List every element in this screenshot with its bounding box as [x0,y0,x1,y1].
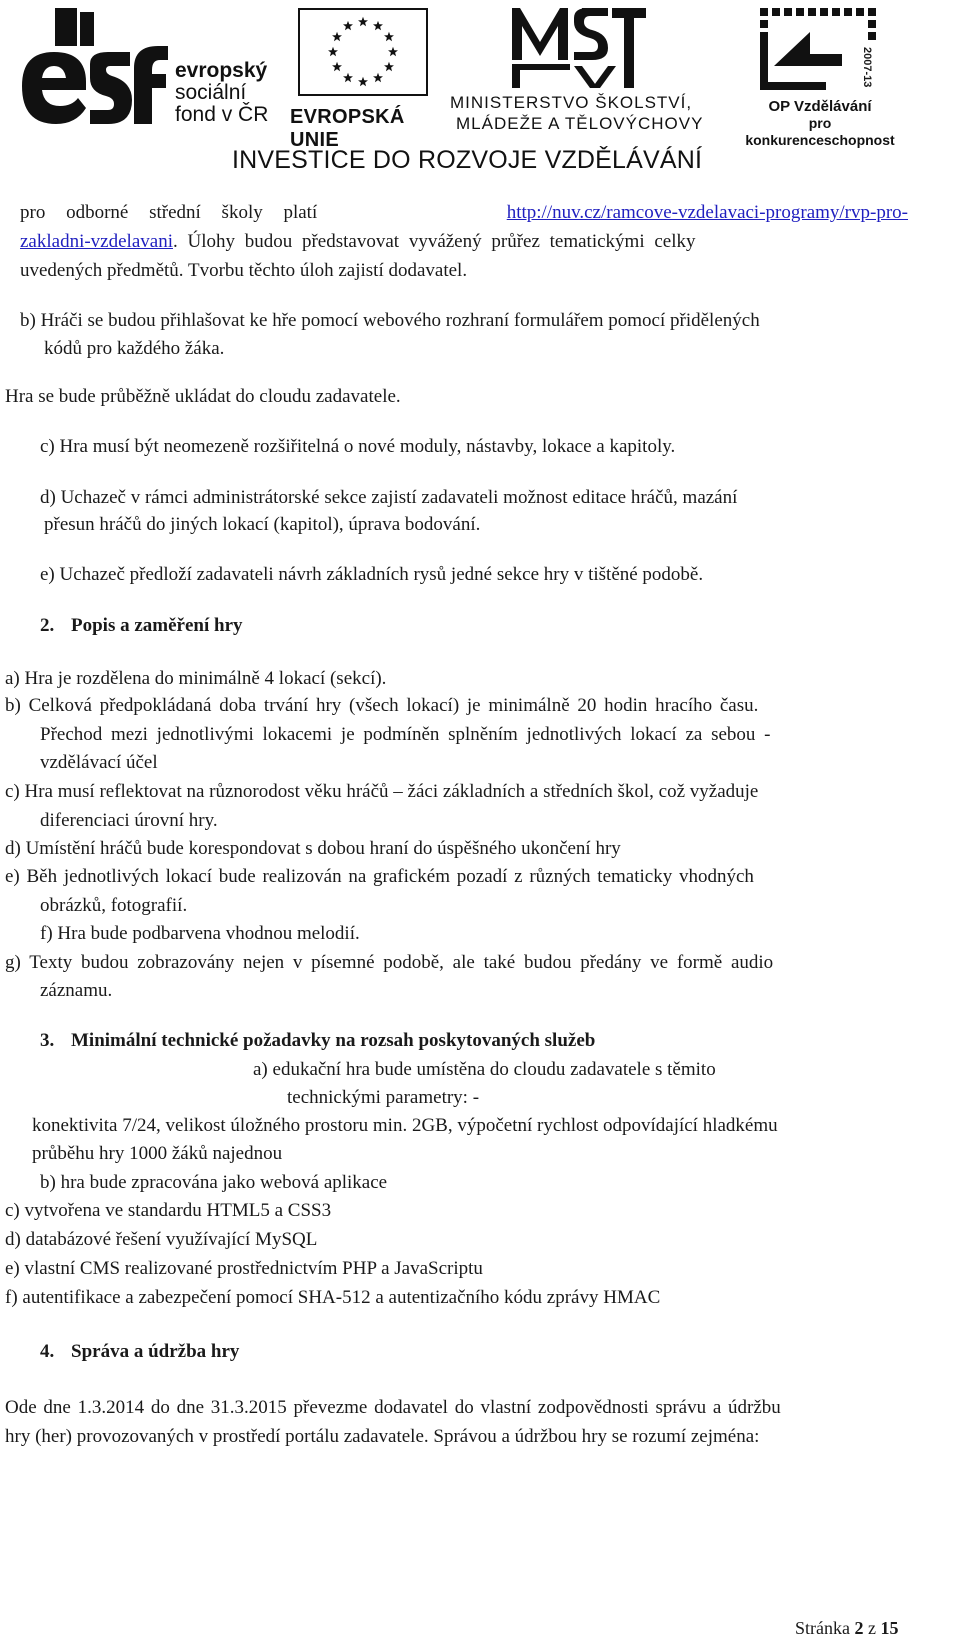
section-4-heading [40,1338,239,1366]
msmt-text-line1: MINISTERSTVO ŠKOLSTVÍ, [450,93,693,112]
intro-line-2 [20,228,908,256]
section-2-number: 2. [40,615,55,636]
item-2d: d) Umístění hráčů bude korespondovat s dobou hraní do úspěšného ukončení hry [5,838,621,859]
page-number-current: 2 [854,1618,864,1638]
cloud-note: Hra se bude průběžně ukládat do cloudu zadavatele. [5,386,401,407]
msmt-text [450,92,703,134]
item-3e: e) vlastní CMS realizované prostřednictvím PHP a JavaScriptu [5,1258,483,1279]
item-2c-line-1: c) Hra musí reflektovat na různorodost věku hráčů – žáci základních a středních škol, což vyžaduje [5,781,759,802]
item-2b-line-2: Přechod mezi jednotlivými lokacemi je podmíněn splněním jednotlivých lokací za sebou - [40,724,771,745]
investment-banner: INVESTICE DO ROZVOJE VZDĚLÁVÁNÍ [232,146,703,174]
section-4-title: Správa a údržba hry [71,1341,240,1362]
eu-label: EVROPSKÁ UNIE [290,106,405,151]
intro-line-3: uvedených předmětů. Tvorbu těchto úloh zajistí dodavatel. [20,260,468,281]
section-4-paragraph-line-1: Ode dne 1.3.2014 do dne 31.3.2015 převezme dodavatel do vlastní zodpovědnosti správu a údržbu [5,1397,781,1418]
section-4-paragraph-line-2: hry (her) provozovaných v prostředí portálu zadavatele. Správou a údržbou hry se rozumí zejména: [5,1426,760,1447]
op-year: 2007-13 [861,47,873,88]
item-2g-line-2: záznamu. [40,980,113,1001]
item-2g-line-1: g) Texty budou zobrazovány nejen v písemné podobě, ale také budou předány ve formě audio [5,952,774,973]
page-number-prefix: Stránka [795,1618,855,1638]
op-text-line2: pro konkurenceschopnost [745,115,895,148]
msmt-text-line2: MLÁDEŽE A TĚLOVÝCHOVY [456,114,704,133]
esf-logo [20,8,280,128]
section-4-number: 4. [40,1341,55,1362]
item-3b: b) hra bude zpracována jako webová aplikace [40,1172,388,1193]
item-3c: c) vytvořena ve standardu HTML5 a CSS3 [5,1200,332,1221]
connectivity-line-2: průběhu hry 1000 žáků najednou [32,1143,283,1164]
intro-line-2-text: . Úlohy budou představovat vyvážený průřez tematickými celky [172,231,696,252]
item-3a-line-1: a) edukační hra bude umístěna do cloudu zadavatele s těmito [253,1059,716,1080]
section-2-title: Popis a zaměření hry [71,615,243,636]
page-number [795,1618,898,1639]
eu-flag-icon [298,8,428,96]
item-2e-line-1: e) Běh jednotlivých lokací bude realizován na grafickém pozadí z různých tematicky vhodných [5,866,754,887]
msmt-logo-mark [512,4,652,94]
item-1c: c) Hra musí být neomezeně rozšiřitelná o nové moduly, nástavby, lokace a kapitoly. [40,436,676,457]
item-2c-line-2: diferenciaci úrovní hry. [40,810,218,831]
section-3-title: Minimální technické požadavky na rozsah poskytovaných služeb [71,1030,596,1051]
esf-text-line1: evropský [175,59,268,82]
item-1e: e) Uchazeč předloží zadavateli návrh základních rysů jedné sekce hry v tištěné podobě. [40,564,704,585]
rvp-link-part-2[interactable]: zakladni-vzdelavani [20,231,173,252]
page-number-total: 15 [880,1618,899,1638]
page-number-separator: z [863,1618,881,1638]
section-2-heading [40,612,243,640]
item-2b-line-1: b) Celková předpokládaná doba trvání hry (všech lokací) je minimálně 20 hodin hracího času. [5,695,759,716]
op-vzdelavani-logo [740,2,920,148]
item-1d-line-1: d) Uchazeč v rámci administrátorské sekce zajistí zadavateli možnost editace hráčů, mazání [40,487,738,508]
item-3a-line-2: technickými parametry: - [287,1087,480,1108]
item-1b-line-2: kódů pro každého žáka. [44,338,225,359]
intro-line-1-text: pro odborné střední školy platí [20,202,318,223]
item-1d-line-2: přesun hráčů do jiných lokací (kapitol), úprava bodování. [44,514,481,535]
item-2b-line-3: vzdělávací účel [40,752,158,773]
item-2f: f) Hra bude podbarvena vhodnou melodií. [40,923,360,944]
op-text-line1: OP Vzdělávání [768,98,872,115]
intro-line-1 [20,199,908,227]
op-text [740,98,900,149]
esf-logo-mark [20,8,170,128]
rvp-link-part-1[interactable]: http://nuv.cz/ramcove-vzdelavaci-programy/rvp-pro- [506,202,908,223]
section-3-heading [40,1027,595,1055]
op-logo-mark [750,2,900,97]
item-3d: d) databázové řešení využívající MySQL [5,1229,318,1250]
esf-logo-text [175,60,268,126]
item-2a: a) Hra je rozdělena do minimálně 4 lokací (sekcí). [5,668,387,689]
item-1b-line-1: b) Hráči se budou přihlašovat ke hře pomocí webového rozhraní formulářem pomocí přidělených [20,310,760,331]
esf-text-line2: sociální [175,81,247,104]
section-3-number: 3. [40,1030,55,1051]
item-2e-line-2: obrázků, fotografií. [40,895,188,916]
msmt-logo [450,0,710,135]
item-3f: f) autentifikace a zabezpečení pomocí SHA-512 a autentizačního kódu zprávy HMAC [5,1287,661,1308]
eu-logo [290,8,440,151]
connectivity-line-1: konektivita 7/24, velikost úložného prostoru min. 2GB, výpočetní rychlost odpovídající hladkému [32,1115,778,1136]
esf-text-line3: fond v ČR [175,103,269,126]
